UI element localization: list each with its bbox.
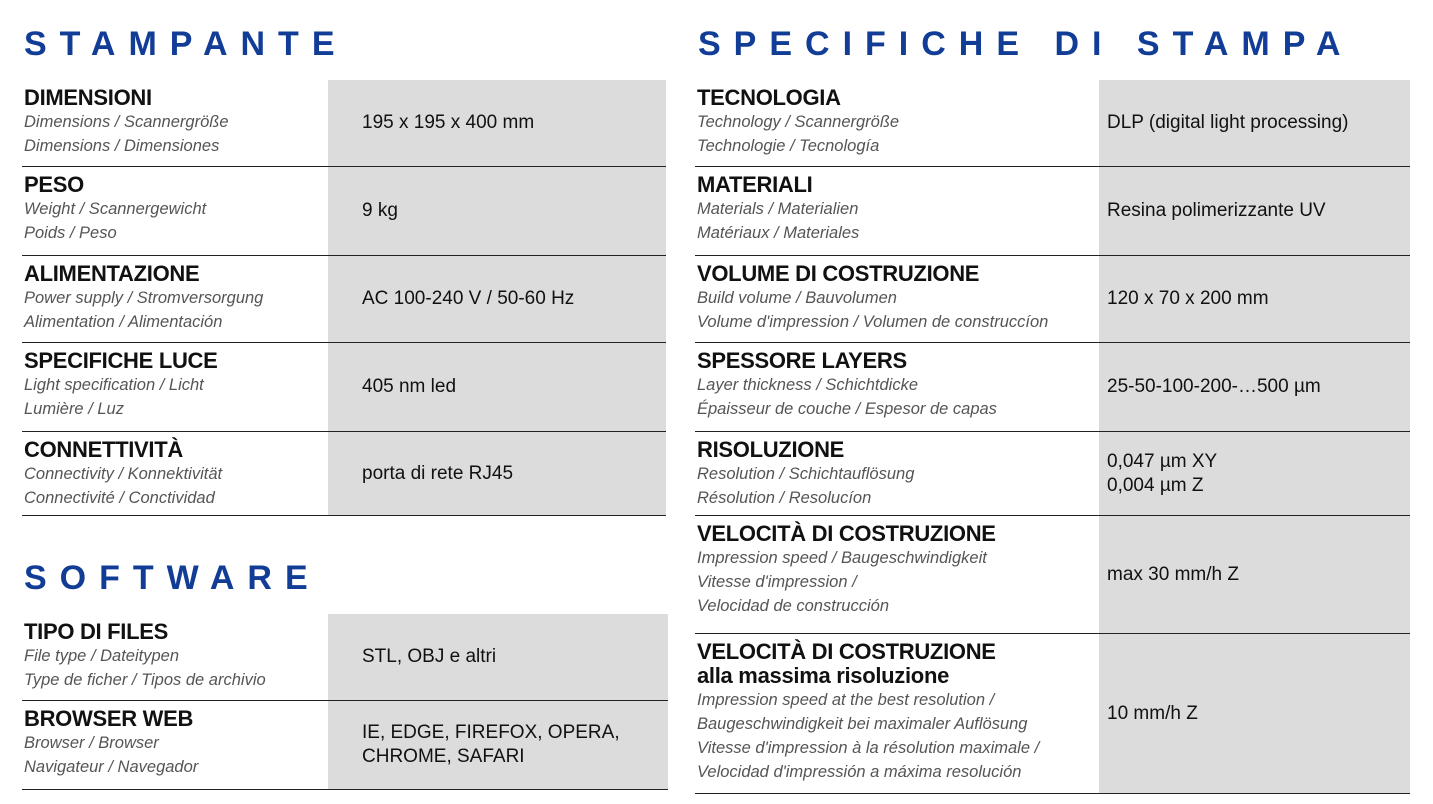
spec-row <box>695 432 1410 516</box>
spec-title: BROWSER WEB <box>24 706 194 731</box>
spec-title: TECNOLOGIA <box>697 85 841 110</box>
spec-row <box>22 701 668 790</box>
spec-value-text: 10 mm/h Z <box>1107 702 1198 724</box>
spec-subtitle: Poids / Peso <box>24 224 117 242</box>
spec-row <box>22 256 666 343</box>
spec-title: TIPO DI FILES <box>24 619 168 644</box>
spec-row <box>695 516 1410 634</box>
spec-subtitle: Velocidad d'impressión a máxima resolución <box>697 763 1022 781</box>
spec-row <box>695 80 1410 167</box>
spec-subtitle: Power supply / Stromversorgung <box>24 289 264 307</box>
spec-subtitle: Connectivity / Konnektivität <box>24 465 223 483</box>
spec-label <box>22 167 328 255</box>
spec-title: VOLUME DI COSTRUZIONE <box>697 261 980 286</box>
spec-value-text: max 30 mm/h Z <box>1107 563 1239 585</box>
spec-value-text: 9 kg <box>362 200 398 221</box>
printer-section-title: STAMPANTE <box>24 25 348 63</box>
spec-title: PESO <box>24 172 84 197</box>
spec-title: MATERIALI <box>697 172 813 197</box>
spec-value <box>328 614 668 700</box>
spec-row <box>22 432 666 516</box>
spec-label <box>695 167 1099 255</box>
spec-value-text: Resina polimerizzante UV <box>1107 200 1326 221</box>
spec-subtitle: File type / Dateitypen <box>24 647 179 665</box>
spec-value-text: porta di rete RJ45 <box>362 462 514 484</box>
spec-value <box>328 432 666 515</box>
spec-subtitle: Alimentation / Alimentación <box>24 313 223 331</box>
spec-row <box>22 167 666 256</box>
spec-row <box>695 634 1410 794</box>
spec-title: RISOLUZIONE <box>697 437 845 462</box>
software-specs-table <box>22 614 668 790</box>
spec-label <box>695 343 1099 431</box>
spec-value <box>328 701 668 789</box>
spec-subtitle: Dimensions / Dimensiones <box>24 137 220 155</box>
spec-subtitle: Dimensions / Scannergröße <box>24 113 229 131</box>
spec-value-text: 0,047 µm XY 0,004 µm Z <box>1107 450 1218 496</box>
spec-subtitle: Browser / Browser <box>24 734 159 752</box>
spec-subtitle: Technology / Scannergröße <box>697 113 900 131</box>
spec-subtitle: Technologie / Tecnología <box>697 137 880 155</box>
spec-value-text: 120 x 70 x 200 mm <box>1107 288 1269 309</box>
spec-value <box>1099 343 1410 431</box>
spec-label <box>695 634 1099 793</box>
spec-label <box>22 432 328 515</box>
spec-value-text: 195 x 195 x 400 mm <box>362 112 535 133</box>
spec-label <box>22 80 328 166</box>
spec-subtitle: Épaisseur de couche / Espesor de capas <box>697 400 997 418</box>
spec-label <box>695 516 1099 633</box>
spec-subtitle: Matériaux / Materiales <box>697 224 860 242</box>
spec-value <box>1099 634 1410 793</box>
spec-title: SPECIFICHE LUCE <box>24 348 218 373</box>
spec-row <box>695 256 1410 343</box>
spec-subtitle: Baugeschwindigkeit bei maximaler Auflösung <box>697 715 1028 733</box>
spec-subtitle: Light specification / Licht <box>24 376 204 394</box>
spec-title: VELOCITÀ DI COSTRUZIONE alla massima risoluzione <box>697 639 996 688</box>
spec-subtitle: Résolution / Resolucíon <box>697 489 872 507</box>
printer-specs-table <box>22 80 666 516</box>
spec-label <box>695 432 1099 515</box>
spec-title: DIMENSIONI <box>24 85 152 110</box>
spec-subtitle: Impression speed at the best resolution / <box>697 691 995 709</box>
spec-label <box>22 614 328 700</box>
spec-value <box>328 80 666 166</box>
spec-value <box>1099 167 1410 255</box>
spec-label <box>695 256 1099 342</box>
spec-label <box>22 701 328 789</box>
spec-value-text: 25-50-100-200-…500 µm <box>1107 376 1321 397</box>
spec-value <box>328 256 666 342</box>
spec-subtitle: Layer thickness / Schichtdicke <box>697 376 919 394</box>
spec-subtitle: Build volume / Bauvolumen <box>697 289 897 307</box>
spec-value <box>328 167 666 255</box>
spec-subtitle: Type de ficher / Tipos de archivio <box>24 671 266 689</box>
spec-subtitle: Connectivité / Conctividad <box>24 489 215 507</box>
spec-row <box>695 167 1410 256</box>
spec-value <box>328 343 666 431</box>
spec-value <box>1099 80 1410 166</box>
spec-row <box>22 614 668 701</box>
spec-label <box>22 256 328 342</box>
spec-subtitle: Vitesse d'impression à la résolution maximale / <box>697 739 1040 757</box>
spec-subtitle: Volume d'impression / Volumen de construccíon <box>697 313 1049 331</box>
print-specs-section-title: SPECIFICHE DI STAMPA <box>698 25 1354 63</box>
spec-title: CONNETTIVITÀ <box>24 437 183 462</box>
spec-title: ALIMENTAZIONE <box>24 261 200 286</box>
spec-label <box>22 343 328 431</box>
spec-subtitle: Lumière / Luz <box>24 400 124 418</box>
spec-title: VELOCITÀ DI COSTRUZIONE <box>697 521 996 546</box>
spec-value <box>1099 432 1410 515</box>
spec-label <box>695 80 1099 166</box>
spec-subtitle: Velocidad de construcción <box>697 597 890 615</box>
spec-subtitle: Weight / Scannergewicht <box>24 200 207 218</box>
spec-row <box>695 343 1410 432</box>
spec-value-text: IE, EDGE, FIREFOX, OPERA, CHROME, SAFARI <box>362 722 620 767</box>
spec-row <box>22 80 666 167</box>
spec-value <box>1099 516 1410 633</box>
spec-value-text: DLP (digital light processing) <box>1107 112 1349 133</box>
spec-subtitle: Impression speed / Baugeschwindigkeit <box>697 549 987 567</box>
spec-subtitle: Materials / Materialien <box>697 200 859 218</box>
spec-subtitle: Resolution / Schichtauflösung <box>697 465 915 483</box>
spec-subtitle: Navigateur / Navegador <box>24 758 199 776</box>
spec-value-text: AC 100-240 V / 50-60 Hz <box>362 288 575 309</box>
software-section-title: SOFTWARE <box>24 559 321 597</box>
print-specs-table <box>695 80 1410 794</box>
spec-value-text: STL, OBJ e altri <box>362 646 497 667</box>
spec-row <box>22 343 666 432</box>
spec-subtitle: Vitesse d'impression / <box>697 573 857 591</box>
spec-title: SPESSORE LAYERS <box>697 348 907 373</box>
spec-value <box>1099 256 1410 342</box>
spec-value-text: 405 nm led <box>362 376 457 397</box>
